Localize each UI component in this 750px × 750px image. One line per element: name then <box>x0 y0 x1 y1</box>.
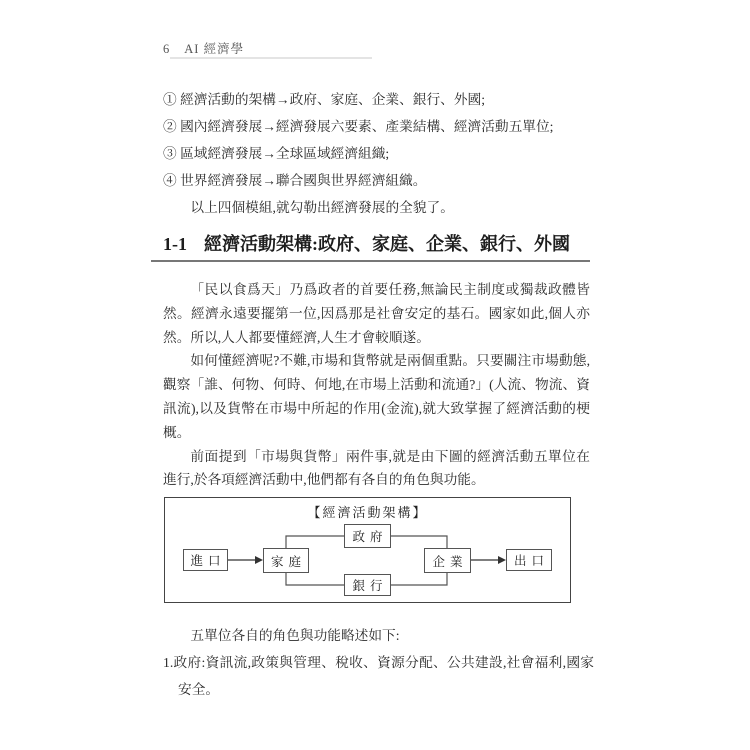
role-list-item: 1.政府:資訊流,政策與管理、稅收、資源分配、公共建設,社會福利,國家安全。 <box>163 655 594 697</box>
page-number: 6 <box>163 42 171 56</box>
roles-intro: 五單位各自的角色與功能略述如下: <box>190 628 400 643</box>
arrow-right-icon <box>498 556 506 564</box>
arrow-right-icon <box>255 556 263 564</box>
paragraph: 如何懂經濟呢?不難,市場和貨幣就是兩個重點。只要關注市場動態,觀察「誰、何物、何時、何地,在市場上活動和流通?」(人流、物流、資訊流),以及貨幣在市場中所起的作用(金流),就大致掌握了經濟活動的梗概。 <box>163 353 590 440</box>
paragraph: 前面提到「市場與貨幣」兩件事,就是由下圖的經濟活動五單位在進行,於各項經濟活動中,他們都有各自的角色與功能。 <box>163 448 590 488</box>
economic-activity-diagram <box>164 497 571 603</box>
diagram-node-bank: 銀行 <box>344 574 391 596</box>
intro-summary: 以上四個模組,就勾勒出經濟發展的全貌了。 <box>190 200 454 215</box>
intro-list-item: ③ 區域經濟發展→全球區域經濟組織; <box>163 146 390 161</box>
header-rule <box>170 57 372 59</box>
roles-section <box>163 622 594 703</box>
diagram-node-import: 進口 <box>183 549 228 571</box>
section-number: 1-1 <box>163 234 187 254</box>
paragraph: 「民以食爲天」乃爲政者的首要任務,無論民主制度或獨裁政體皆然。經濟永遠要擺第一位,因爲那是社會安定的基石。國家如此,個人亦然。所以,人人都要懂經濟,人生才會較順遂。 <box>163 282 590 345</box>
intro-list-item: ④ 世界經濟發展→聯合國與世界經濟組織。 <box>163 173 427 188</box>
diagram-node-government: 政府 <box>344 524 391 548</box>
intro-list-item: ① 經濟活動的架構→政府、家庭、企業、銀行、外國; <box>163 92 486 107</box>
diagram-node-export: 出口 <box>506 549 552 571</box>
section-heading <box>151 233 590 262</box>
running-header <box>163 39 244 57</box>
book-title: AI 經濟學 <box>184 42 245 56</box>
diagram-title: 【經濟活動架構】 <box>307 505 428 520</box>
diagram-node-household: 家庭 <box>263 548 309 573</box>
intro-list-item: ② 國內經濟發展→經濟發展六要素、產業結構、經濟活動五單位; <box>163 119 554 134</box>
diagram-node-enterprise: 企業 <box>424 548 471 573</box>
main-text-column <box>163 86 590 492</box>
section-title: 經濟活動架構:政府、家庭、企業、銀行、外國 <box>204 234 570 254</box>
